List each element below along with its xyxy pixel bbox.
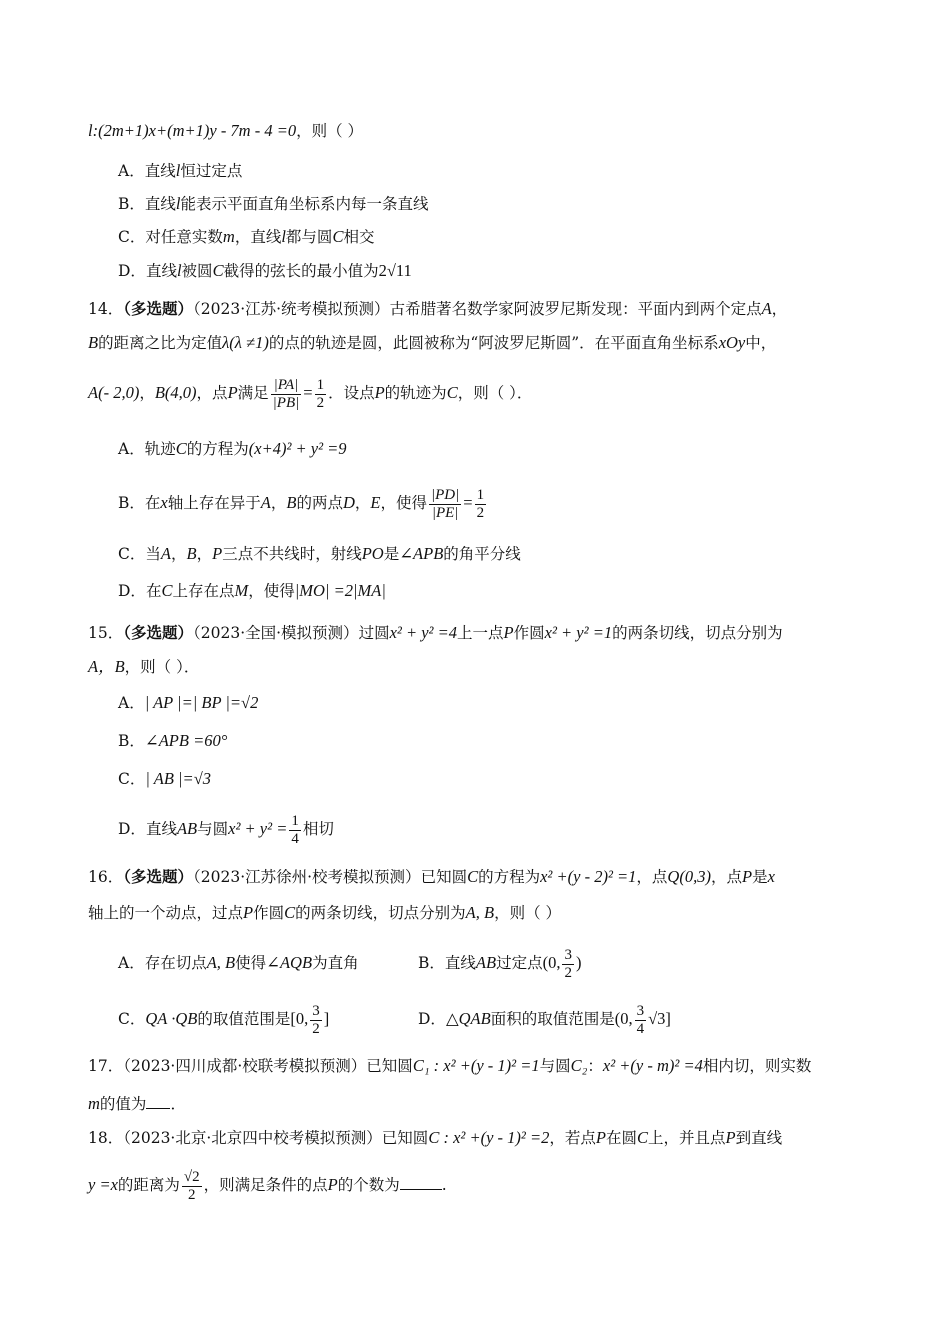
q16-stem-line2: 轴上的一个动点，过点P作圆C的两条切线，切点分别为A, B，则（ ）	[88, 903, 562, 922]
q18-stem-line1: 18．（2023·北京·北京四中校考模拟预测）已知圆C : x² +(y - 1)² =2，若点P在圆C上，并且点P到直线	[88, 1128, 783, 1147]
q14-tag: （多选题）	[123, 299, 193, 318]
q17-source: （2023·四川成都·校联考模拟预测）	[123, 1057, 367, 1075]
q15-option-a: A．| AP |=| BP |=√2	[118, 693, 259, 712]
q16-tag: （多选题）	[123, 867, 193, 886]
q17-stem-line2: m的值为 ．	[88, 1094, 186, 1113]
answer-blank[interactable]	[146, 1094, 170, 1109]
q15-option-d: D．直线AB与圆x² + y² = $\frac{1}{4}$ 相切	[118, 812, 334, 847]
q18-stem-line2: y =x的距离为 $\frac{√2}{2}$ ，则满足条件的点P的个数为 .	[88, 1168, 447, 1203]
q14-stem-line1: 14．（多选题）（2023·江苏·统考模拟预测）古希腊著名数学家阿波罗尼斯发现：平面内到两个定点A，	[88, 299, 788, 318]
fraction: $\frac{3}{2}$	[312, 1002, 320, 1037]
fraction: $\frac{3}{4}$	[636, 1002, 645, 1037]
q16-option-d: D．△QAB面积的取值范围是(0, $\frac{3}{4}$ √3]	[418, 1002, 671, 1037]
q18-source: （2023·北京·北京四中校考模拟预测）	[123, 1129, 382, 1147]
q16-source: （2023·江苏徐州·校考模拟预测）	[193, 868, 421, 886]
fraction: $\frac{3}{2}$	[564, 946, 572, 981]
q14-option-d: D．在C上存在点M，使得|MO| =2|MA|	[118, 581, 386, 600]
fraction: $\frac{1}{2}$	[476, 486, 485, 521]
q14-stem-line3: A(- 2,0)，B(4,0)，点P满足 $\frac{|PA|}{|PB|}$ = $\frac{1}{2}$ ．设点P的轨迹为C，则（ ）．	[88, 376, 533, 411]
fraction: $\frac{|PA|}{|PB|}$	[272, 376, 300, 411]
q13-option-a: A．直线l恒过定点	[118, 161, 243, 180]
q13-stem: l:(2m+1)x+(m+1)y - 7m - 4 =0，则（ ）	[88, 121, 364, 140]
q16-option-c: C．QA ·QB的取值范围是[0, $\frac{3}{2}$ ]	[118, 1002, 330, 1037]
q16-stem-line1: 16．（多选题）（2023·江苏徐州·校考模拟预测）已知圆C的方程为x² +(y - 2)² =1，点Q(0,3)，点P是x	[88, 867, 775, 886]
q13-option-d: D．直线l被圆C截得的弦长的最小值为2√11	[118, 261, 412, 280]
fraction: $\frac{|PD|}{|PE|}$	[431, 486, 460, 521]
fraction: $\frac{1}{4}$	[291, 812, 299, 847]
q13-option-c: C．对任意实数m，直线l都与圆C相交	[118, 227, 375, 246]
q17-stem-line1: 17．（2023·四川成都·校联考模拟预测）已知圆C₁ : x² +(y - 1)² =1与圆C₂：x² +(y - m)² =4相内切，则实数	[88, 1056, 812, 1075]
q14-option-b: B．在x轴上存在异于A，B的两点D，E，使得 $\frac{|PD|}{|PE|}$ = $\frac{1}{2}$	[118, 486, 485, 521]
q14-source: （2023·江苏·统考模拟预测）	[193, 300, 390, 318]
q16-option-b: B．直线AB过定点(0, $\frac{3}{2}$ )	[418, 946, 582, 981]
answer-blank[interactable]	[400, 1175, 442, 1190]
q15-stem-line2: A，B，则（ ）．	[88, 657, 200, 676]
q14-stem-line2: B的距离之比为定值λ(λ ≠1)的点的轨迹是圆，此圆被称为“阿波罗尼斯圆”．在平面直角坐标系xOy中，	[88, 333, 777, 352]
q15-option-b: B．∠APB =60°	[118, 731, 228, 750]
q16-option-a: A．存在切点A, B使得∠AQB为直角	[118, 953, 359, 972]
q13-line-equation: l:(2m+1)x+(m+1)y - 7m - 4 =0	[88, 121, 297, 140]
q13-option-b: B．直线l能表示平面直角坐标系内每一条直线	[118, 194, 429, 213]
q15-source: （2023·全国·模拟预测）	[193, 624, 359, 642]
q15-tag: （多选题）	[123, 623, 193, 642]
q15-stem-line1: 15．（多选题）（2023·全国·模拟预测）过圆x² + y² =4上一点P作圆x² + y² =1的两条切线，切点分别为	[88, 623, 783, 642]
fraction: $\frac{1}{2}$	[316, 376, 325, 411]
q14-option-c: C．当A，B，P三点不共线时，射线PO是∠APB的角平分线	[118, 544, 521, 563]
q14-option-a: A．轨迹C的方程为(x+4)² + y² =9	[118, 439, 347, 458]
fraction: $\frac{√2}{2}$	[183, 1168, 200, 1203]
q15-option-c: C．| AB |=√3	[118, 769, 211, 788]
